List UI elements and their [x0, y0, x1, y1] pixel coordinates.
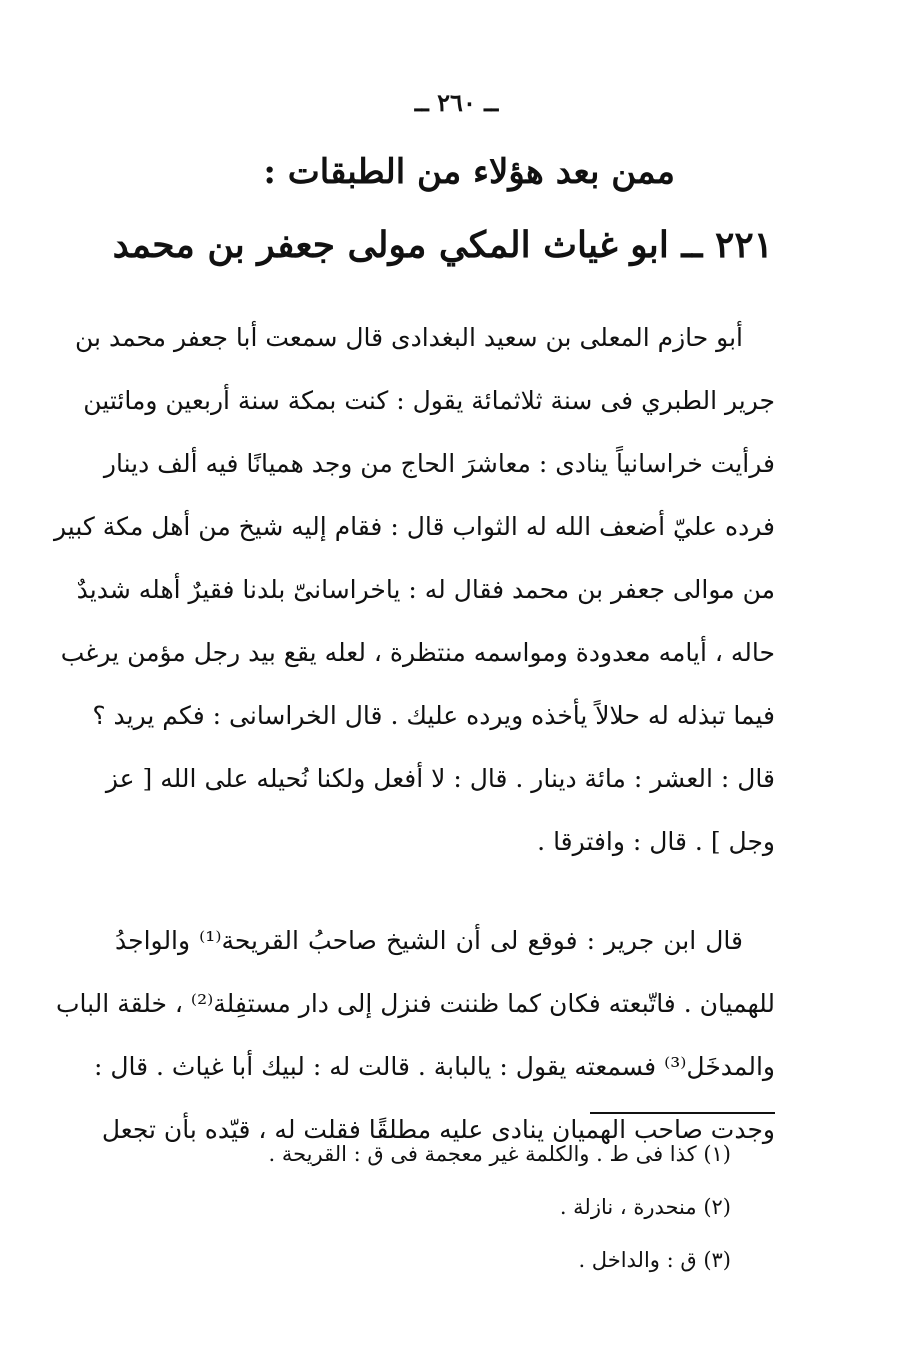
text-line: من موالى جعفر بن محمد فقال له : ياخراسانىّ بلدنا فقيرٌ أهله شديدٌ — [76, 575, 775, 604]
footnote-3: (٣) ق : والداخل . — [578, 1248, 731, 1272]
footnote-1: (١) كذا فى ط . والكلمة غير معجمة فى ق : القريحة . — [268, 1142, 731, 1166]
text-line: وجدت صاحب الهميان ينادى عليه مطلقًا فقلت له ، قيّده بأن تجعل — [101, 1115, 775, 1144]
text-line: حاله ، أيامه معدودة ومواسمه منتظرة ، لعله يقع بيد رجل مؤمن يرغب — [60, 638, 775, 667]
page-number: ــ ٢٦٠ ــ — [414, 88, 499, 117]
text-line: للهميان . فاتّبعته فكان كما ظننت فنزل إلى دار مستفِلة⁽²⁾ ، خلقة الباب — [55, 989, 775, 1018]
text-line: جرير الطبري فى سنة ثلاثمائة يقول : كنت بمكة سنة أربعين ومائتين — [83, 386, 775, 415]
text-line: والمدخَل⁽³⁾ فسمعته يقول : يالبابة . قالت له : لبيك أبا غياث . قال : — [93, 1052, 775, 1081]
footnote-2: (٢) منحدرة ، نازلة . — [559, 1195, 731, 1219]
text-line: فرأيت خراسانياً ينادى : معاشرَ الحاج من وجد هميانًا فيه ألف دينار — [103, 449, 775, 478]
text-line: قال : العشر : مائة دينار . قال : لا أفعل ولكنا نُحيله على الله [ عز — [105, 764, 775, 793]
footnotes — [171, 1134, 731, 1293]
paragraph-gap — [115, 873, 775, 909]
text-line: أبو حازم المعلى بن سعيد البغدادى قال سمعت أبا جعفر محمد بن — [75, 323, 743, 352]
text-line: فيما تبذله له حلالاً يأخذه ويرده عليك . قال الخراسانى : فكم يريد ؟ — [92, 701, 775, 730]
section-heading: ممن بعد هؤلاء من الطبقات : — [263, 152, 675, 192]
text-line: وجل ] . قال : وافترقا . — [537, 827, 775, 856]
entry-heading: ٢٢١ ــ ابو غياث المكي مولى جعفر بن محمد — [112, 224, 773, 266]
text-line: فرده عليّ أضعف الله له الثواب قال : فقام إليه شيخ من أهل مكة كبير — [54, 512, 775, 541]
body-text — [54, 306, 775, 1161]
footnote-divider — [590, 1112, 775, 1114]
text-line: قال ابن جرير : فوقع لى أن الشيخ صاحبُ القريحة⁽¹⁾ والواجدُ — [115, 926, 743, 955]
